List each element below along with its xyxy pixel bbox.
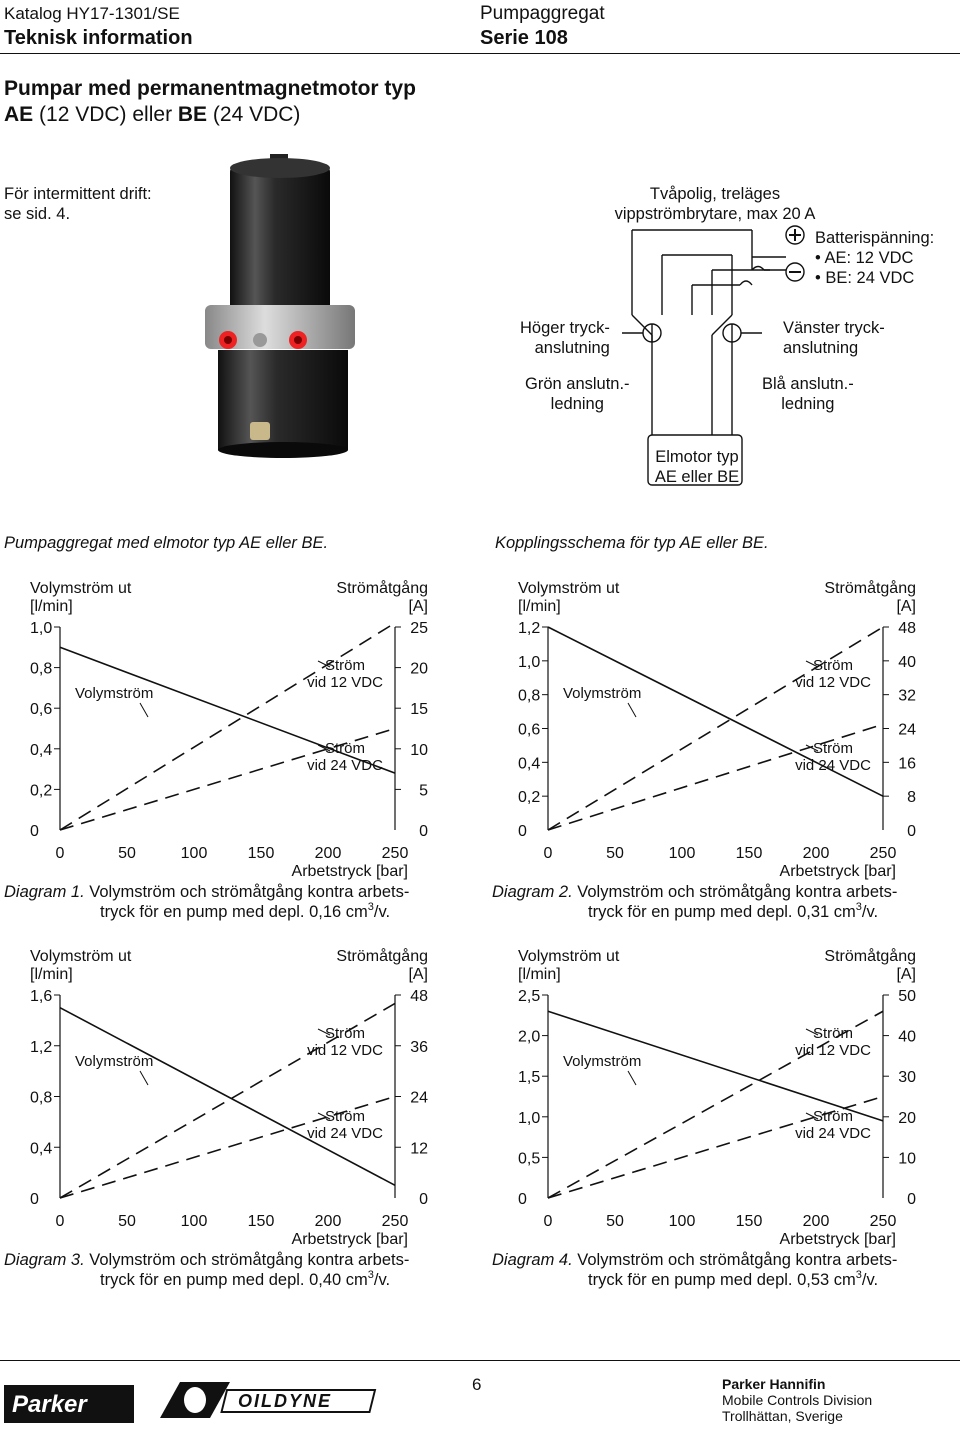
plus-terminal-icon bbox=[786, 226, 804, 244]
y-right-tick-label: 0 bbox=[419, 1191, 428, 1208]
wiring-schematic bbox=[600, 225, 820, 490]
x-tick-label: 200 bbox=[802, 845, 830, 862]
intro-text: För intermittent drift: se sid. 4. bbox=[4, 185, 152, 223]
x-tick-label: 50 bbox=[606, 1213, 624, 1230]
y-left-tick-label: 1,0 bbox=[30, 620, 53, 637]
y-left-tick-label: 2,5 bbox=[518, 988, 541, 1005]
y-left-tick-label: 1,0 bbox=[518, 653, 541, 671]
x-tick-label: 150 bbox=[735, 1213, 763, 1230]
diagram-caption-line2: tryck för en pump med depl. 0,40 $cm^3/v$. bbox=[100, 1269, 391, 1289]
x-tick-label: 0 bbox=[55, 845, 65, 862]
oildyne-logo: OILDYNE bbox=[150, 1378, 378, 1424]
y-right-tick-label: 30 bbox=[898, 1069, 916, 1087]
annotation-strom-24-vdc: vid 24 VDC bbox=[795, 1125, 871, 1142]
annotation-leader bbox=[628, 1071, 636, 1085]
y-right-label: Strömåtgång bbox=[336, 948, 428, 965]
y-right-label: Strömåtgång bbox=[824, 948, 916, 965]
page-subtitle: AE (12 VDC) eller BE (24 VDC) bbox=[4, 103, 301, 126]
page-title: Pumpar med permanentmagnetmotor typ bbox=[4, 77, 416, 100]
section-title: Teknisk information bbox=[4, 27, 193, 49]
y-left-tick-label: 1,0 bbox=[518, 1109, 541, 1127]
blue-wire-label: Blå anslutn.- ledning bbox=[762, 375, 854, 413]
annotation-strom-12: Ström bbox=[812, 1025, 854, 1042]
y-right-unit: [A] bbox=[408, 598, 428, 615]
diagram-caption-line1: Diagram 1. Volymström och strömåtgång kontra arbets- bbox=[4, 883, 410, 901]
x-tick-label: 250 bbox=[869, 845, 897, 862]
y-right-tick-label: 24 bbox=[410, 1089, 428, 1107]
annotation-strom-24: Ström bbox=[324, 1108, 366, 1125]
footer-divider bbox=[0, 1360, 960, 1361]
y-right-tick-label: 10 bbox=[898, 1150, 916, 1168]
y-left-tick-label: 0 bbox=[30, 1191, 39, 1208]
diagram-3 bbox=[0, 943, 470, 1298]
x-tick-label: 150 bbox=[247, 845, 275, 862]
annotation-volymstrom: Volymström bbox=[75, 685, 154, 702]
product-name: Pumpaggregat bbox=[480, 3, 605, 24]
switch-label: Tvåpolig, treläges vippströmbrytare, max 20 A bbox=[614, 185, 816, 223]
schema-caption: Kopplingsschema för typ AE eller BE. bbox=[495, 534, 769, 552]
annotation-leader bbox=[140, 1071, 148, 1085]
x-tick-label: 50 bbox=[118, 1213, 136, 1230]
y-left-tick-label: 0,8 bbox=[30, 660, 53, 678]
parker-logo: Parker bbox=[4, 1385, 134, 1423]
annotation-volymstrom: Volymström bbox=[563, 1053, 642, 1070]
series-line bbox=[60, 623, 395, 830]
x-axis-label: Arbetstryck [bar] bbox=[291, 1231, 408, 1248]
x-tick-label: 200 bbox=[802, 1213, 830, 1230]
y-right-tick-label: 0 bbox=[907, 1191, 916, 1208]
motor-label: Elmotor typ AE eller BE bbox=[654, 448, 740, 486]
x-tick-label: 0 bbox=[55, 1213, 65, 1230]
left-port-label: Vänster tryck- anslutning bbox=[783, 319, 885, 357]
y-right-tick-label: 12 bbox=[410, 1140, 428, 1158]
annotation-leader bbox=[140, 703, 148, 717]
x-tick-label: 250 bbox=[381, 845, 409, 862]
diagram-caption-line2: tryck för en pump med depl. 0,31 $cm^3/v$. bbox=[588, 901, 879, 921]
right-port-label: Höger tryck- anslutning bbox=[520, 319, 610, 357]
diagram-1 bbox=[0, 575, 470, 930]
x-tick-label: 150 bbox=[247, 1213, 275, 1230]
y-right-tick-label: 48 bbox=[410, 988, 428, 1005]
y-left-tick-label: 0,6 bbox=[518, 721, 541, 739]
diagram-2 bbox=[488, 575, 958, 930]
y-right-tick-label: 20 bbox=[410, 660, 428, 678]
annotation-strom-12-vdc: vid 12 VDC bbox=[795, 1042, 871, 1059]
annotation-strom-24: Ström bbox=[812, 740, 854, 757]
y-left-tick-label: 0,4 bbox=[30, 1140, 53, 1158]
y-left-tick-label: 2,0 bbox=[518, 1028, 541, 1046]
x-tick-label: 50 bbox=[606, 845, 624, 862]
header-divider bbox=[0, 53, 960, 54]
x-tick-label: 100 bbox=[668, 845, 696, 862]
y-right-tick-label: 16 bbox=[898, 755, 916, 773]
diagram-caption-line1: Diagram 3. Volymström och strömåtgång kontra arbets- bbox=[4, 1251, 410, 1269]
annotation-strom-24-vdc: vid 24 VDC bbox=[795, 757, 871, 774]
diagram-caption-line2: tryck för en pump med depl. 0,16 $cm^3/v$. bbox=[100, 901, 391, 921]
x-tick-label: 0 bbox=[543, 1213, 553, 1230]
diagram-caption-line2: tryck för en pump med depl. 0,53 $cm^3/v$. bbox=[588, 1269, 879, 1289]
y-right-tick-label: 20 bbox=[898, 1109, 916, 1127]
y-left-tick-label: 0,8 bbox=[30, 1089, 53, 1107]
y-right-tick-label: 25 bbox=[410, 620, 428, 637]
annotation-strom-12: Ström bbox=[324, 657, 366, 674]
green-wire-label: Grön anslutn.- ledning bbox=[525, 375, 630, 413]
y-right-tick-label: 48 bbox=[898, 620, 916, 637]
y-right-tick-label: 32 bbox=[898, 687, 916, 705]
y-left-unit: [l/min] bbox=[30, 966, 73, 983]
x-tick-label: 50 bbox=[118, 845, 136, 862]
x-tick-label: 150 bbox=[735, 845, 763, 862]
annotation-strom-24-vdc: vid 24 VDC bbox=[307, 1125, 383, 1142]
y-right-unit: [A] bbox=[896, 966, 916, 983]
x-tick-label: 0 bbox=[543, 845, 553, 862]
x-tick-label: 100 bbox=[668, 1213, 696, 1230]
series-name: Serie 108 bbox=[480, 27, 568, 49]
x-tick-label: 100 bbox=[180, 1213, 208, 1230]
y-left-tick-label: 1,6 bbox=[30, 988, 53, 1005]
x-tick-label: 100 bbox=[180, 845, 208, 862]
catalog-number: Katalog HY17-1301/SE bbox=[4, 4, 180, 23]
battery-label: Batterispänning: • AE: 12 VDC • BE: 24 VDC bbox=[815, 229, 935, 287]
y-left-unit: [l/min] bbox=[518, 598, 561, 615]
annotation-strom-12-vdc: vid 12 VDC bbox=[307, 674, 383, 691]
y-left-label: Volymström ut bbox=[30, 580, 132, 597]
y-right-tick-label: 8 bbox=[907, 789, 916, 807]
pump-photo bbox=[190, 150, 380, 510]
diagram-4 bbox=[488, 943, 958, 1298]
y-right-tick-label: 24 bbox=[898, 721, 916, 739]
y-left-tick-label: 0 bbox=[518, 1191, 527, 1208]
y-right-tick-label: 40 bbox=[898, 1028, 916, 1046]
x-tick-label: 250 bbox=[381, 1213, 409, 1230]
y-right-tick-label: 50 bbox=[898, 988, 916, 1005]
y-left-tick-label: 0,8 bbox=[518, 687, 541, 705]
y-left-tick-label: 0,2 bbox=[518, 789, 541, 807]
y-left-tick-label: 0 bbox=[518, 823, 527, 840]
annotation-strom-24: Ström bbox=[812, 1108, 854, 1125]
annotation-strom-12-vdc: vid 12 VDC bbox=[307, 1042, 383, 1059]
page-number: 6 bbox=[472, 1375, 482, 1394]
annotation-strom-12-vdc: vid 12 VDC bbox=[795, 674, 871, 691]
y-right-unit: [A] bbox=[896, 598, 916, 615]
y-right-label: Strömåtgång bbox=[824, 580, 916, 597]
annotation-volymstrom: Volymström bbox=[563, 685, 642, 702]
x-tick-label: 250 bbox=[869, 1213, 897, 1230]
y-right-label: Strömåtgång bbox=[336, 580, 428, 597]
y-left-tick-label: 1,2 bbox=[30, 1038, 53, 1056]
y-right-tick-label: 40 bbox=[898, 653, 916, 671]
y-left-unit: [l/min] bbox=[30, 598, 73, 615]
y-left-tick-label: 1,5 bbox=[518, 1069, 541, 1087]
y-left-tick-label: 0,2 bbox=[30, 782, 53, 800]
y-left-tick-label: 0 bbox=[30, 823, 39, 840]
y-right-tick-label: 5 bbox=[419, 782, 428, 800]
y-right-tick-label: 10 bbox=[410, 741, 428, 759]
y-left-tick-label: 0,4 bbox=[30, 741, 53, 759]
x-axis-label: Arbetstryck [bar] bbox=[291, 863, 408, 880]
y-left-tick-label: 0,6 bbox=[30, 701, 53, 719]
y-left-label: Volymström ut bbox=[30, 948, 132, 965]
y-right-tick-label: 15 bbox=[410, 701, 428, 719]
annotation-strom-12: Ström bbox=[812, 657, 854, 674]
x-axis-label: Arbetstryck [bar] bbox=[779, 863, 896, 880]
annotation-strom-24: Ström bbox=[324, 740, 366, 757]
y-right-tick-label: 36 bbox=[410, 1038, 428, 1056]
diagram-caption-line1: Diagram 2. Volymström och strömåtgång kontra arbets- bbox=[492, 883, 898, 901]
x-tick-label: 200 bbox=[314, 1213, 342, 1230]
diagram-caption-line1: Diagram 4. Volymström och strömåtgång kontra arbets- bbox=[492, 1251, 898, 1269]
y-left-label: Volymström ut bbox=[518, 580, 620, 597]
photo-caption: Pumpaggregat med elmotor typ AE eller BE. bbox=[4, 534, 329, 552]
y-left-label: Volymström ut bbox=[518, 948, 620, 965]
y-right-tick-label: 0 bbox=[907, 823, 916, 840]
annotation-leader bbox=[628, 703, 636, 717]
y-right-tick-label: 0 bbox=[419, 823, 428, 840]
footer-company: Parker Hannifin Mobile Controls Division Trollhättan, Sverige bbox=[722, 1376, 873, 1424]
minus-terminal-icon bbox=[786, 263, 804, 281]
annotation-strom-12: Ström bbox=[324, 1025, 366, 1042]
annotation-strom-24-vdc: vid 24 VDC bbox=[307, 757, 383, 774]
y-left-tick-label: 0,4 bbox=[518, 755, 541, 773]
x-axis-label: Arbetstryck [bar] bbox=[779, 1231, 896, 1248]
annotation-volymstrom: Volymström bbox=[75, 1053, 154, 1070]
y-left-unit: [l/min] bbox=[518, 966, 561, 983]
y-right-unit: [A] bbox=[408, 966, 428, 983]
y-left-tick-label: 0,5 bbox=[518, 1150, 541, 1168]
y-left-tick-label: 1,2 bbox=[518, 620, 541, 637]
x-tick-label: 200 bbox=[314, 845, 342, 862]
